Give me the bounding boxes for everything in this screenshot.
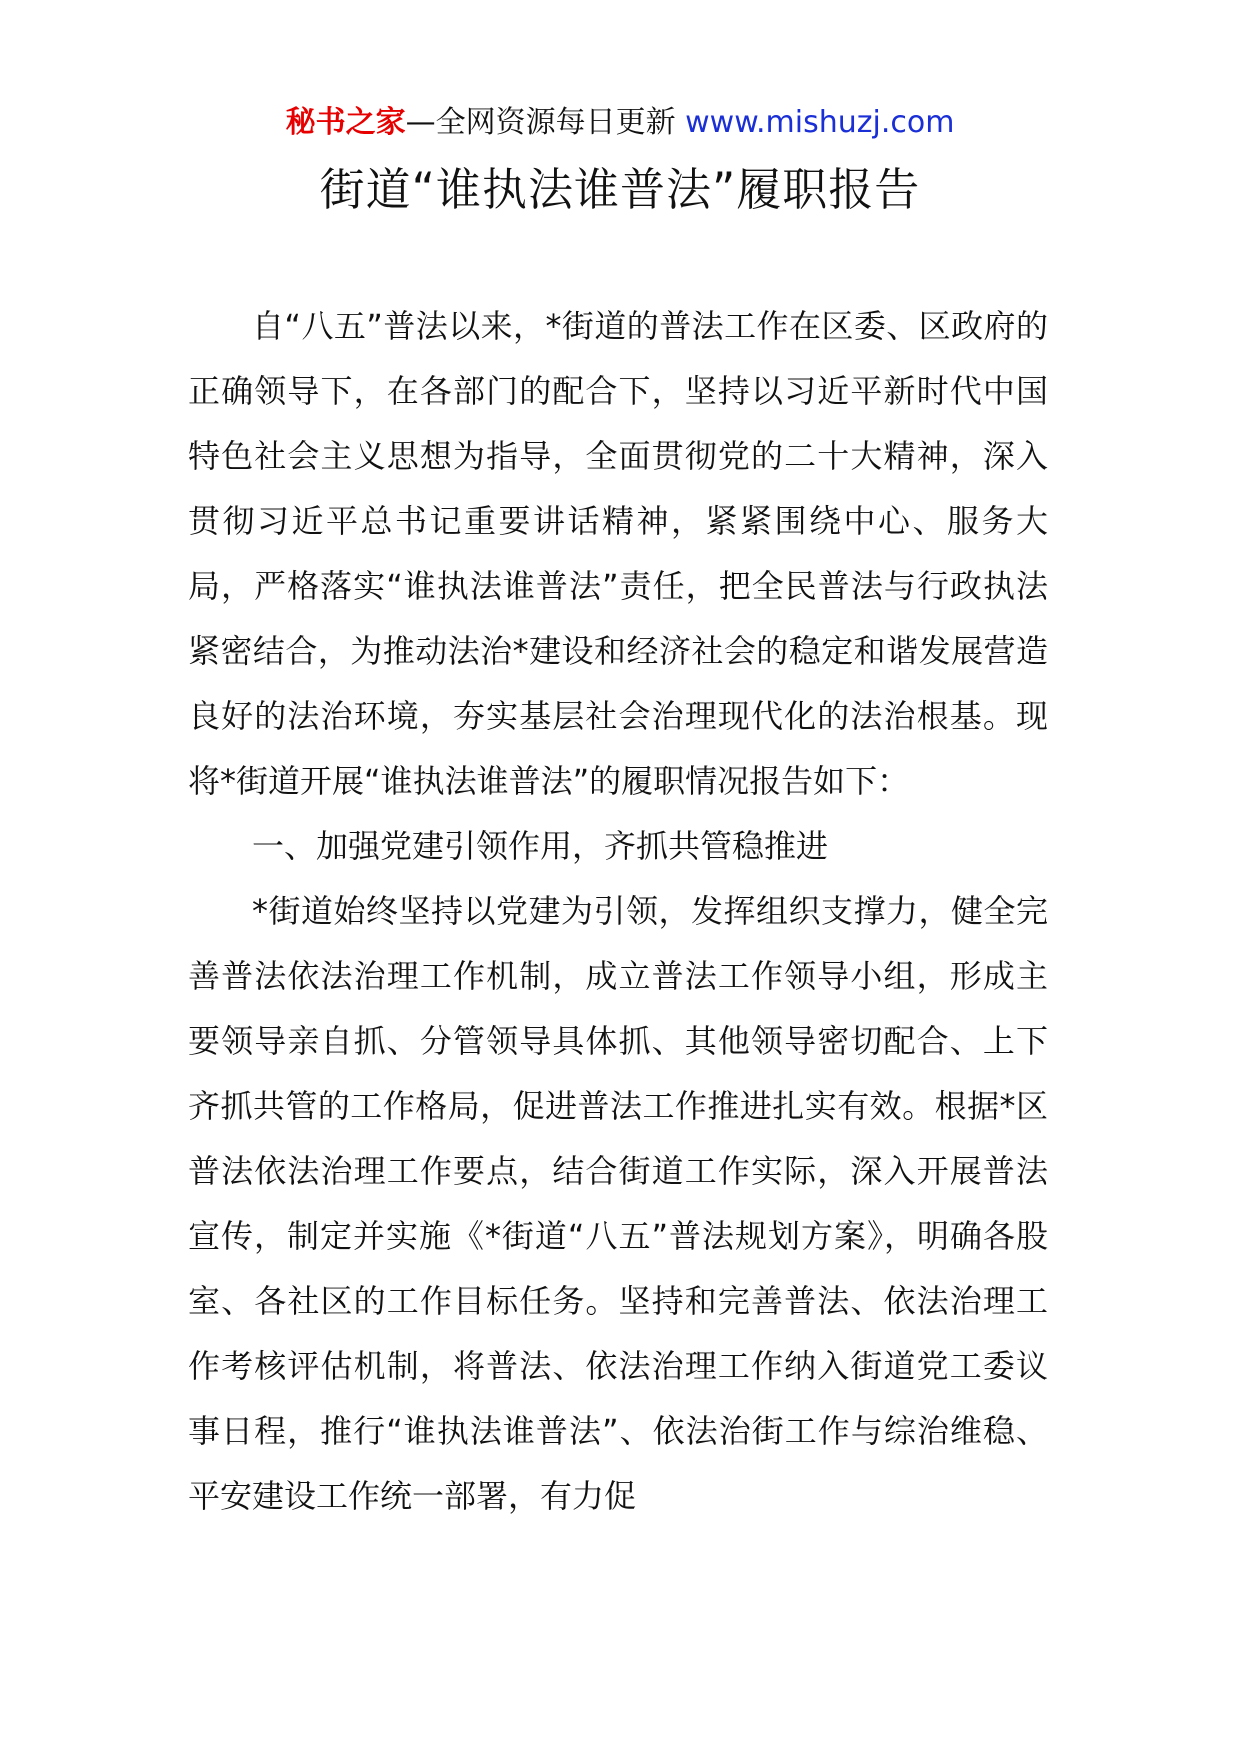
brand-name: 秘书之家 [285,105,406,140]
section-heading: 一、加强党建引领作用，齐抓共管稳推进 [252,827,829,865]
intro-paragraph: 自“八五”普法以来，*街道的普法工作在区委、区政府的正确领导下，在各部门的配合下，坚持以习近平新时代中国特色社会主义思想为指导，全面贯彻党的二十大精神，深入贯彻习近平总书记重要讲话精神，紧紧围绕中心、服务大局，严格落实“谁执法谁普法”责任，把全民普法与行政执法紧密结合，为推动法治*建设和经济社会的稳定和谐发展营造良好的法治环境，夯实基层社会治理现代化的法治根基。现将*街道开展“谁执法谁普法”的履职情况报告如下： [188,307,1048,800]
document-title: 街道“谁执法谁普法”履职报告 [319,163,921,216]
section-paragraph: *街道始终坚持以党建为引领，发挥组织支撑力，健全完善普法依法治理工作机制，成立普法工作领导小组，形成主要领导亲自抓、分管领导具体抓、其他领导密切配合、上下齐抓共管的工作格局，促进普法工作推进扎实有效。根据*区普法依法治理工作要点，结合街道工作实际，深入开展普法宣传，制定并实施《*街道“八五”普法规划方案》，明确各股室、各社区的工作目标任务。坚持和完善普法、依法治理工作考核评估机制，将普法、依法治理工作纳入街道党工委议事日程，推行“谁执法谁普法”、依法治街工作与综治维稳、平安建设工作统一部署，有力促 [188,892,1048,1515]
document-body [188,294,1048,1529]
site-url-link[interactable]: www.mishuzj.com [685,105,955,140]
site-header [0,103,1240,143]
header-tagline: —全网资源每日更新 [405,105,676,140]
